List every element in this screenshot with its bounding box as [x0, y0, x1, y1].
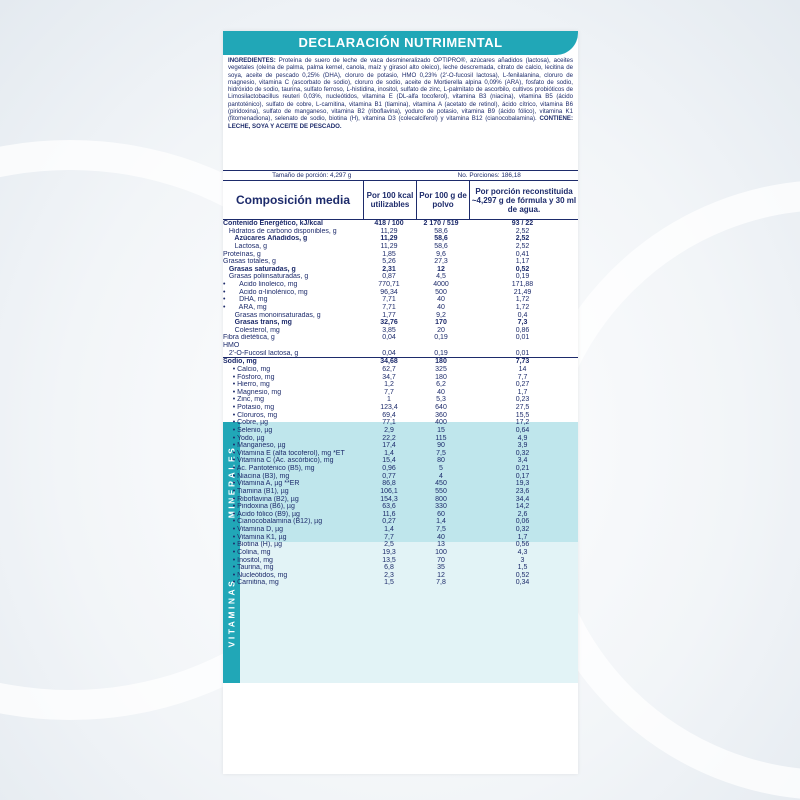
nutrient-name: • Inositol, mg	[223, 556, 273, 564]
value-per-portion: 0,01	[515, 349, 530, 357]
value-per-portion: 1,17	[515, 258, 530, 266]
nutrient-row	[223, 518, 578, 526]
value-per-100g: 330	[435, 503, 447, 511]
nutrient-row	[223, 511, 578, 519]
nutrient-name: Grasas monoinsaturadas, g	[223, 311, 321, 319]
nutrient-name: Grasas totales, g	[223, 258, 276, 266]
value-per-100g: 450	[435, 480, 447, 488]
value-per-portion: 4,9	[517, 434, 528, 442]
nutrition-table	[223, 220, 578, 647]
nutrient-name: • Ácido α-linolénico, mg	[223, 288, 308, 296]
nutrient-row	[223, 258, 578, 266]
value-per-100g: 5,3	[436, 396, 446, 404]
value-per-100g: 4	[439, 472, 443, 480]
value-per-portion: 1,7	[517, 388, 528, 396]
nutrient-row	[223, 266, 578, 274]
nutrient-row	[223, 412, 578, 420]
nutrient-row	[223, 526, 578, 534]
value-per-100g: 4000	[433, 281, 449, 288]
value-per-portion: 0,19	[515, 273, 530, 281]
value-per-portion: 21,49	[513, 288, 532, 296]
nutrient-row	[223, 334, 578, 342]
value-per-100kcal: 418 / 100	[374, 220, 404, 227]
nutrient-row	[223, 419, 578, 427]
value-per-portion: 0,52	[515, 265, 530, 273]
value-per-portion: 14,2	[515, 503, 530, 511]
value-per-100kcal: 2,5	[384, 541, 394, 549]
value-per-100g: 90	[437, 442, 445, 450]
value-per-100g: 40	[437, 388, 445, 396]
value-per-100kcal: 0,96	[382, 465, 396, 472]
nutrient-name: Grasas trans, mg	[223, 319, 292, 327]
nutrient-row	[223, 220, 578, 228]
nutrient-name: • Vitamina D, µg	[223, 526, 284, 533]
value-per-100g: 325	[435, 365, 447, 373]
nutrient-name: • Calcio, mg	[223, 365, 271, 373]
value-per-100g: 12	[437, 571, 445, 579]
value-per-100kcal: 2,9	[384, 426, 394, 434]
nutrient-row	[223, 457, 578, 465]
value-per-100g: 40	[437, 303, 445, 311]
nutrient-name: • Vitamina E (alfa tocoferol), mg *ET	[223, 449, 345, 457]
value-per-100kcal: 1,5	[384, 579, 394, 587]
nutrient-name: • Manganeso, µg	[223, 442, 286, 450]
nutrient-name: • Potasio, mg	[223, 404, 275, 411]
value-per-100kcal: 6,8	[384, 564, 394, 572]
nutrient-row	[223, 327, 578, 335]
value-per-100g: 13	[437, 541, 445, 549]
value-per-portion: 17,2	[515, 419, 530, 427]
value-per-portion: 0,17	[515, 472, 530, 480]
label-title: DECLARACIÓN NUTRIMENTAL	[223, 31, 578, 55]
value-per-100kcal: 154,3	[380, 495, 398, 503]
nutrient-row	[223, 450, 578, 458]
header-per-100g: Por 100 g de polvo	[417, 181, 470, 219]
nutrient-name: • Magnesio, mg	[223, 388, 282, 396]
vitamins-side-label: VITAMINAS	[223, 542, 240, 683]
value-per-100kcal: 11,6	[382, 510, 396, 518]
value-per-portion: 7,7	[517, 373, 528, 381]
nutrient-row	[223, 488, 578, 496]
nutrient-name: • Biotina (H), µg	[223, 541, 283, 549]
nutrient-name: • Cobre, µg	[223, 419, 269, 427]
nutrient-name: Colesterol, mg	[223, 326, 280, 334]
portion-count: No. Porciones: 186,18	[457, 172, 521, 179]
value-per-100kcal: 0,87	[382, 273, 396, 281]
ingredients-block	[223, 55, 578, 170]
value-per-portion: 0,4	[517, 311, 528, 319]
nutrient-name: • Carnitina, mg	[223, 579, 279, 587]
value-per-100kcal: 63,6	[382, 503, 396, 511]
nutrient-row	[223, 357, 578, 366]
value-per-portion: 7,3	[517, 319, 528, 327]
nutrient-row	[223, 381, 578, 389]
nutrient-name: Grasas saturadas, g	[223, 265, 296, 273]
value-per-portion: 7,73	[515, 358, 530, 366]
value-per-100kcal: 7,71	[382, 303, 396, 311]
value-per-100g: 9,6	[436, 250, 446, 258]
value-per-100kcal: 1	[387, 396, 391, 404]
value-per-100g: 170	[435, 319, 447, 327]
nutrient-row	[223, 228, 578, 236]
nutrient-name: • Cianocobalamina (B12), µg	[223, 518, 323, 526]
nutrient-name: • Ácido fólico (B9), µg	[223, 510, 300, 518]
nutrient-name: Hidratos de carbono disponibles, g	[223, 227, 337, 235]
value-per-100g: 40	[437, 296, 445, 304]
nutrient-name: • ARA, mg	[223, 303, 267, 311]
nutrient-row	[223, 342, 578, 350]
value-per-portion: 0,41	[515, 250, 530, 258]
nutrient-row	[223, 534, 578, 542]
nutrient-name: Sodio, mg	[223, 358, 257, 366]
nutrient-row	[223, 442, 578, 450]
header-composition: Composición media	[223, 181, 364, 219]
value-per-100g: 2 170 / 519	[423, 220, 459, 227]
value-per-100kcal: 2,31	[382, 265, 396, 273]
value-per-100g: 100	[435, 548, 447, 556]
value-per-portion: 3,4	[517, 457, 528, 465]
nutrient-row	[223, 396, 578, 404]
nutrient-name: • Tiamina (B1), µg	[223, 487, 289, 495]
nutrient-row	[223, 496, 578, 504]
value-per-portion	[467, 342, 578, 350]
value-per-portion: 171,88	[511, 281, 534, 288]
value-per-100kcal: 11,29	[380, 242, 398, 250]
value-per-portion: 34,4	[515, 495, 530, 503]
value-per-100g: 550	[435, 487, 447, 495]
nutrient-name: • Selenio, µg	[223, 426, 273, 434]
value-per-100kcal: 3,85	[382, 326, 396, 334]
nutrient-row	[223, 549, 578, 557]
value-per-100g: 500	[435, 288, 447, 296]
nutrient-name: • Ácido linoleico, mg	[223, 281, 298, 288]
value-per-100g: 0,19	[434, 349, 448, 357]
nutrient-name: • Ac. Pantoténico (B5), mg	[223, 465, 315, 472]
value-per-100g: 27,3	[434, 258, 448, 266]
nutrient-name: • Niacina (B3), mg	[223, 472, 290, 480]
table-header	[223, 181, 578, 220]
value-per-100kcal: 0,27	[382, 518, 396, 526]
value-per-100kcal: 69,4	[382, 411, 396, 419]
nutrient-row	[223, 296, 578, 304]
nutrient-name: • Vitamina C (Ac. ascórbico), mg	[223, 457, 334, 465]
value-per-portion: 15,5	[515, 411, 530, 419]
value-per-100kcal: 11,29	[380, 227, 398, 235]
value-per-100g: 7,5	[436, 449, 446, 457]
value-per-portion: 3,9	[517, 442, 528, 450]
value-per-portion: 1,5	[517, 564, 528, 572]
allergen-statement: CONTIENE: LECHE, SOYA Y ACEITE DE PESCADO.	[228, 115, 573, 130]
value-per-100g: 80	[437, 457, 445, 465]
nutrient-row	[223, 572, 578, 580]
nutrient-name: 2'-O-Fucosil lactosa, g	[223, 349, 299, 357]
value-per-100kcal	[363, 342, 415, 350]
value-per-100g: 640	[435, 404, 447, 411]
nutrient-row	[223, 235, 578, 243]
nutrient-name: • Vitamina A, µg **ER	[223, 480, 300, 488]
value-per-100g: 115	[435, 434, 447, 442]
value-per-100g: 360	[435, 411, 447, 419]
nutrient-row	[223, 273, 578, 281]
value-per-100g: 9,2	[436, 311, 446, 319]
nutrient-name: Lactosa, g	[223, 242, 267, 250]
nutrient-row	[223, 503, 578, 511]
nutrient-row	[223, 366, 578, 374]
value-per-100kcal: 1,4	[384, 526, 394, 533]
value-per-100g: 7,8	[436, 579, 446, 587]
value-per-portion: 0,52	[515, 571, 530, 579]
value-per-100kcal: 7,71	[382, 296, 396, 304]
header-per-portion: Por porción reconstituida ~4,297 g de fórmula y 30 ml de agua.	[471, 186, 577, 214]
value-per-100kcal: 11,29	[380, 235, 398, 243]
value-per-100kcal: 1,85	[382, 250, 396, 258]
nutrient-row	[223, 564, 578, 572]
value-per-100kcal: 19,3	[382, 548, 396, 556]
value-per-100g: 0,19	[434, 334, 448, 342]
nutrient-row	[223, 243, 578, 251]
value-per-100kcal: 106,1	[380, 487, 398, 495]
value-per-100kcal: 96,34	[380, 288, 398, 296]
nutrient-name: • Fósforo, mg	[223, 373, 275, 381]
nutrient-name: • Zinc, mg	[223, 396, 264, 404]
nutrition-label	[223, 31, 578, 774]
value-per-100kcal: 62,7	[382, 365, 396, 373]
value-per-100kcal: 7,7	[384, 388, 394, 396]
value-per-100g: 35	[437, 564, 445, 572]
value-per-portion: 4,3	[517, 548, 528, 556]
nutrient-row	[223, 435, 578, 443]
value-per-100g: 58,6	[434, 235, 448, 243]
value-per-portion: 0,64	[515, 426, 530, 434]
value-per-100g: 800	[435, 495, 447, 503]
nutrient-name: Contenido Energético, kJ/kcal	[223, 220, 323, 227]
nutrient-row	[223, 389, 578, 397]
value-per-100g: 12	[437, 265, 445, 273]
value-per-portion: 0,86	[515, 326, 530, 334]
value-per-100kcal: 1,77	[382, 311, 396, 319]
ingredients-heading: INGREDIENTES:	[228, 57, 276, 64]
value-per-portion: 14	[518, 365, 527, 373]
minerals-side-label: MINERALES	[223, 422, 240, 542]
value-per-100g: 60	[437, 510, 445, 518]
nutrient-name: Fibra dietética, g	[223, 334, 275, 342]
value-per-100kcal: 77,1	[382, 419, 396, 427]
value-per-100g: 70	[437, 556, 445, 564]
nutrient-row	[223, 251, 578, 259]
nutrient-name: Azúcares Añadidos, g	[223, 235, 308, 243]
value-per-100kcal: 0,77	[382, 472, 396, 480]
value-per-portion: 0,01	[515, 334, 530, 342]
value-per-100g: 58,6	[434, 227, 448, 235]
nutrient-name: • Riboflavina (B2), µg	[223, 495, 299, 503]
value-per-100g: 58,6	[434, 242, 448, 250]
value-per-100kcal: 2,3	[384, 571, 394, 579]
portion-size: Tamaño de porción: 4,297 g	[272, 172, 352, 179]
value-per-100g: 6,2	[436, 381, 446, 389]
nutrient-row	[223, 312, 578, 320]
value-per-100g: 20	[437, 326, 445, 334]
value-per-portion: 3	[520, 556, 525, 564]
value-per-100kcal: 22,2	[382, 434, 396, 442]
nutrient-row	[223, 319, 578, 327]
nutrient-name: Proteínas, g	[223, 250, 261, 258]
value-per-100g: 4,5	[436, 273, 446, 281]
nutrient-rows	[223, 220, 578, 587]
value-per-100kcal: 770,71	[378, 281, 400, 288]
value-per-portion: 2,52	[515, 235, 530, 243]
value-per-100g: 180	[435, 373, 447, 381]
value-per-100g	[415, 342, 467, 350]
value-per-100kcal: 13,5	[382, 556, 396, 564]
value-per-portion: 0,27	[515, 381, 530, 389]
header-per-100kcal: Por 100 kcal utilizables	[364, 181, 417, 219]
value-per-100kcal: 1,2	[384, 381, 394, 389]
nutrient-row	[223, 289, 578, 297]
value-per-portion: 23,6	[515, 487, 530, 495]
value-per-portion: 2,52	[515, 242, 530, 250]
value-per-portion: 0,06	[515, 518, 530, 526]
value-per-100kcal: 17,4	[382, 442, 396, 450]
nutrient-row	[223, 281, 578, 289]
value-per-100g: 1,4	[436, 518, 446, 526]
value-per-100kcal: 34,68	[380, 358, 398, 366]
ingredients-text: Proteína de suero de leche de vaca desmineralizado OPTIPRO®, azúcares añadidos (lactosa), aceites vegetales (oleína de palma, palma kernel, canola, maíz y girasol alto oleico), leche descremada, citrato de calcio, lecitina de soya, aceite de pescado 0,25% (DHA), cloruro de potasio, HMO 0,23% (2'-O-fucosil lactosa), L-fenilalanina, cloruro de magnesio, vitamina C (ascorbato de sodio), cloruro de sodio, aceite de Mortierella alpina 0,09% (ARA), fosfato de sodio, hidróxido de sodio, taurina, sulfato ferroso, L-histidina, inositol, sulfato de zinc, L-palmitato de ascorbilo, cultivos probióticos de Limosilactobacillus reuteri 0,03%, nucleótidos, vitamina E (DL-alfa tocoferol), vitamina B3 (niacina), vitamina B5 (ácido pantoténico), sulfato de cobre, L-carnitina, vitamina B1 (tiamina), vitamina A (acetato de retinol), ácido cítrico, vitamina B6 (piridoxina), sulfato de manganeso, vitamina B2 (riboflavina), yoduro de potasio, vitamina B9 (ácido fólico), vitamina K1 (fitomenadiona), selenato de sodio, biotina (H), vitamina D3 (colecalciferol) y vitamina B12 (cianocobalamina).	[228, 57, 573, 123]
value-per-portion: 2,6	[517, 510, 528, 518]
value-per-100kcal: 15,4	[382, 457, 396, 465]
portion-info	[223, 170, 578, 181]
value-per-portion: 0,32	[515, 449, 530, 457]
nutrient-name: • Yodo, µg	[223, 434, 265, 442]
value-per-portion: 93 / 22	[511, 220, 534, 227]
value-per-100kcal: 123,4	[380, 404, 398, 411]
nutrient-name: HMO	[223, 342, 240, 349]
nutrient-name: • Cloruros, mg	[223, 411, 278, 419]
nutrient-name: • Piridoxina (B6), µg	[223, 503, 295, 511]
value-per-100g: 180	[435, 358, 447, 366]
nutrient-row	[223, 473, 578, 481]
value-per-100g: 7,5	[436, 526, 446, 533]
value-per-100g: 5	[439, 465, 443, 472]
value-per-100g: 40	[437, 533, 445, 541]
value-per-portion: 19,3	[515, 480, 530, 488]
nutrient-row	[223, 350, 578, 358]
value-per-portion: 0,32	[515, 526, 530, 533]
nutrient-name: • DHA, mg	[223, 296, 268, 304]
value-per-portion: 0,23	[515, 396, 530, 404]
nutrient-row	[223, 404, 578, 412]
value-per-100kcal: 32,76	[380, 319, 398, 327]
value-per-100kcal: 7,7	[384, 533, 394, 541]
value-per-portion: 1,72	[515, 303, 530, 311]
nutrient-row	[223, 465, 578, 473]
nutrient-row	[223, 427, 578, 435]
value-per-100kcal: 5,26	[382, 258, 396, 266]
value-per-100kcal: 0,04	[382, 334, 396, 342]
nutrient-name: • Taurina, mg	[223, 564, 274, 572]
value-per-portion: 2,52	[515, 227, 530, 235]
value-per-100kcal: 86,8	[382, 480, 396, 488]
nutrient-row	[223, 557, 578, 565]
value-per-portion: 0,21	[515, 465, 530, 472]
nutrient-row	[223, 374, 578, 382]
nutrient-row	[223, 304, 578, 312]
nutrient-name: • Colina, mg	[223, 548, 271, 556]
value-per-100kcal: 1,4	[384, 449, 394, 457]
nutrient-name: • Nucleótidos, mg	[223, 571, 288, 579]
value-per-portion: 27,5	[515, 404, 530, 411]
value-per-100kcal: 34,7	[382, 373, 396, 381]
value-per-100g: 400	[435, 419, 447, 427]
value-per-portion: 0,34	[515, 579, 530, 587]
nutrient-row	[223, 480, 578, 488]
nutrient-name: Grasas poliinsaturadas, g	[223, 273, 309, 281]
nutrient-name: • Vitamina K1, µg	[223, 533, 287, 541]
nutrient-row	[223, 579, 578, 587]
nutrient-name: • Hierro, mg	[223, 381, 270, 389]
value-per-portion: 0,56	[515, 541, 530, 549]
value-per-100kcal: 0,04	[382, 349, 396, 357]
value-per-portion: 1,72	[515, 296, 530, 304]
value-per-100g: 15	[437, 426, 445, 434]
value-per-portion: 1,7	[517, 533, 528, 541]
nutrient-row	[223, 541, 578, 549]
